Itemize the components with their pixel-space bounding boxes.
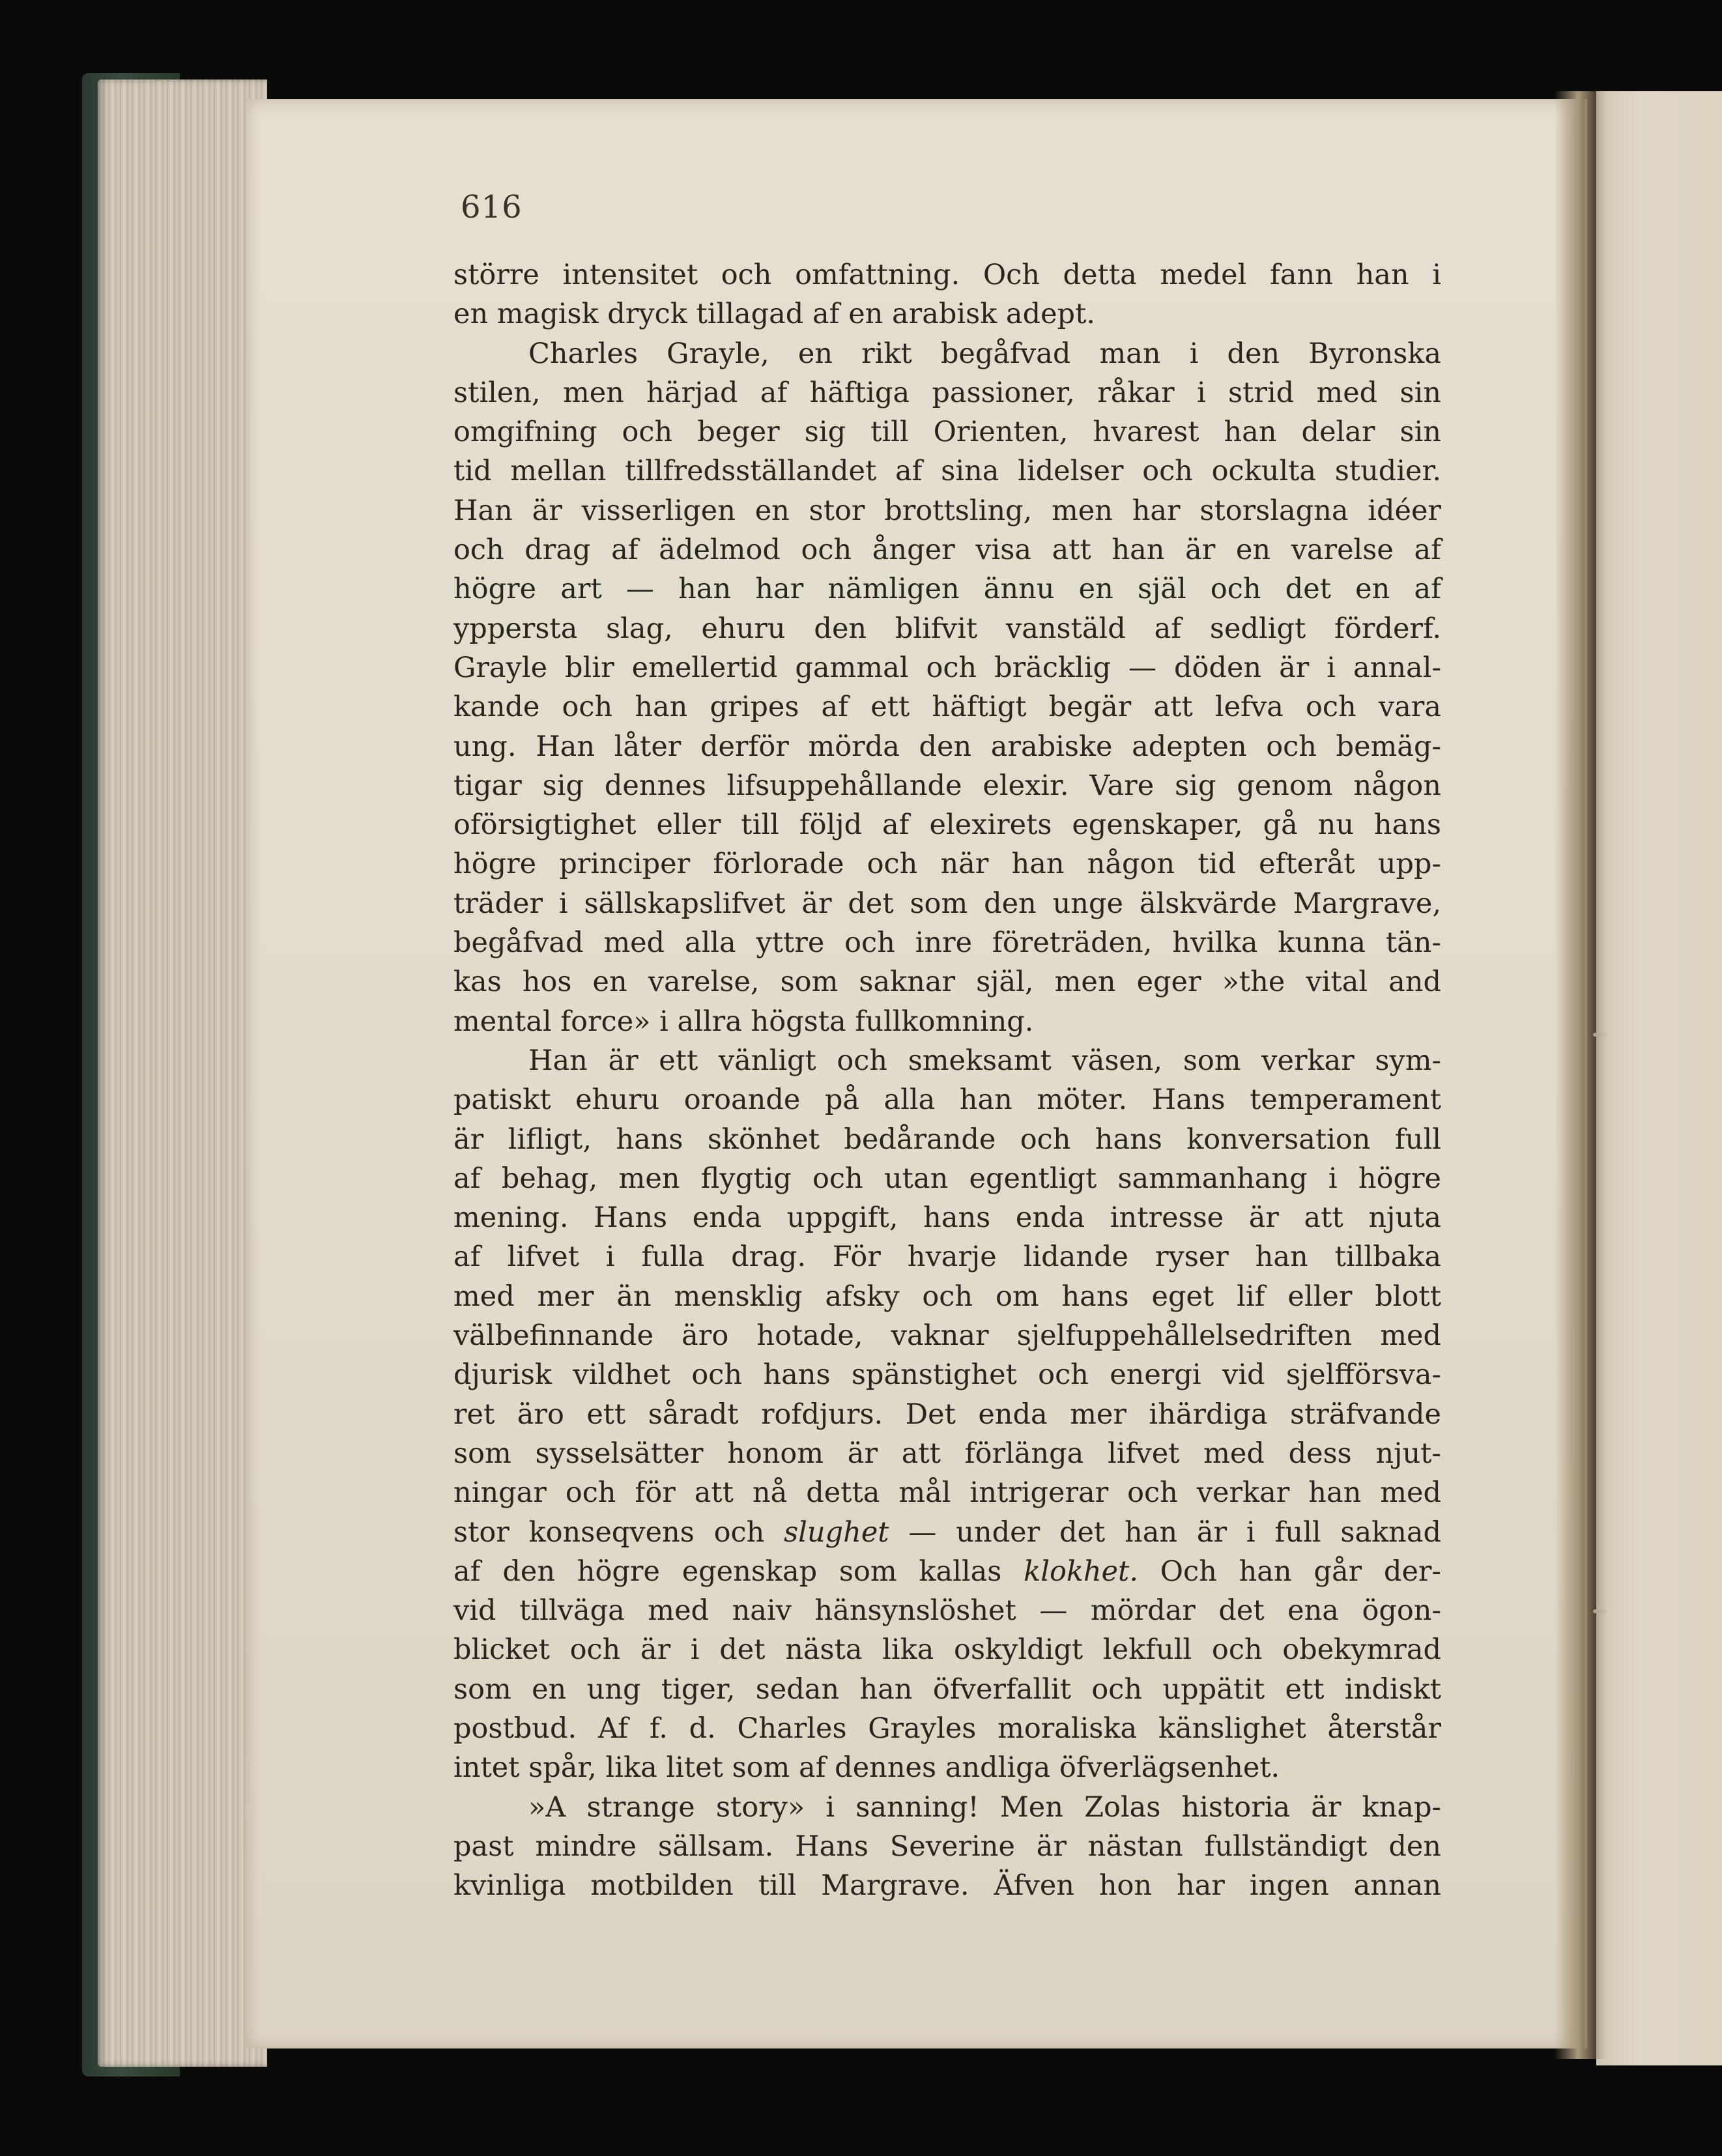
text-line: past mindre sällsam. Hans Severine är nästan fullständigt den bbox=[453, 1830, 1441, 1863]
text-line: blicket och är i det nästa lika oskyldigt lekfull och obekymrad bbox=[453, 1633, 1441, 1667]
text-line: mening. Hans enda uppgift, hans enda intresse är att njuta bbox=[453, 1201, 1441, 1235]
page-edges bbox=[98, 79, 267, 2067]
text-line: större intensitet och omfattning. Och detta medel fann han i bbox=[453, 259, 1441, 291]
text-line: träder i sällskapslifvet är det som den unge älskvärde Margrave, bbox=[453, 887, 1441, 920]
text-line: vid tillväga med naiv hänsynslöshet — mördar det ena ögon- bbox=[453, 1594, 1441, 1628]
text-line: intet spår, lika litet som af dennes andliga öfverlägsenhet. bbox=[453, 1751, 1280, 1785]
text-line: begåfvad med alla yttre och inre företräden, hvilka kunna tän- bbox=[453, 927, 1441, 960]
text-line: Grayle blir emellertid gammal och bräcklig — döden är i annal- bbox=[453, 651, 1441, 684]
text-line: ningar och för att nå detta mål intrigerar och verkar han med bbox=[453, 1476, 1441, 1510]
text-line: en magisk dryck tillagad af en arabisk adept. bbox=[453, 298, 1096, 331]
text-line: högre art — han har nämligen ännu en själ och det en af bbox=[453, 573, 1441, 606]
body-text bbox=[453, 255, 1441, 1905]
text-line: omgifning och beger sig till Orienten, hvarest han delar sin bbox=[453, 416, 1441, 449]
text-line: Han är visserligen en stor brottsling, men har storslagna idéer bbox=[453, 494, 1441, 527]
text-line: ret äro ett såradt rofdjurs. Det enda mer ihärdiga sträfvande bbox=[453, 1398, 1441, 1431]
text-line: välbefinnande äro hotade, vaknar sjelfuppehållelsedriften med bbox=[453, 1319, 1441, 1353]
text-line: oförsigtighet eller till följd af elexirets egenskaper, gå nu hans bbox=[453, 809, 1441, 842]
text-line: postbud. Af f. d. Charles Grayles moraliska känslighet återstår bbox=[453, 1712, 1441, 1745]
text-line: är lifligt, hans skönhet bedårande och hans konversation full bbox=[453, 1123, 1441, 1156]
text-line: »A strange story» i sanning! Men Zolas historia är knap- bbox=[528, 1790, 1441, 1824]
text-line: med mer än mensklig afsky och om hans eget lif eller blott bbox=[453, 1280, 1441, 1313]
text-line: tigar sig dennes lifsuppehållande elexir. Vare sig genom någon bbox=[453, 769, 1441, 802]
italic-word: slughet bbox=[784, 1516, 889, 1549]
text-line: mental force» i allra högsta fullkomning. bbox=[453, 1005, 1034, 1038]
text-line: djurisk vildhet och hans spänstighet och energi vid sjelfförsva- bbox=[453, 1358, 1441, 1392]
text-line: stilen, men härjad af häftiga passioner, råkar i strid med sin bbox=[453, 376, 1441, 409]
italic-word: klokhet. bbox=[1024, 1555, 1138, 1588]
text-line: yppersta slag, ehuru den blifvit vanstäld af sedligt förderf. bbox=[453, 612, 1441, 645]
text-line bbox=[453, 1513, 1441, 1552]
text-line: kas hos en varelse, som saknar själ, men eger »the vital and bbox=[453, 966, 1441, 999]
text-line: högre principer förlorade och när han någon tid efteråt upp- bbox=[453, 848, 1441, 881]
text-segment: stor konseqvens och bbox=[453, 1516, 784, 1549]
page-number: 616 bbox=[461, 189, 523, 225]
text-line: ung. Han låter derför mörda den arabiske adepten och bemäg- bbox=[453, 730, 1441, 763]
text-line: af lifvet i fulla drag. För hvarje lidande ryser han tillbaka bbox=[453, 1241, 1441, 1274]
text-segment: Och han går der- bbox=[1138, 1555, 1441, 1588]
text-line: patiskt ehuru oroande på alla han möter. Hans temperament bbox=[453, 1084, 1441, 1117]
text-line bbox=[453, 1552, 1441, 1591]
text-line: kvinliga motbilden till Margrave. Äfven hon har ingen annan bbox=[453, 1869, 1441, 1903]
text-line: af behag, men flygtig och utan egentligt sammanhang i högre bbox=[453, 1162, 1441, 1195]
text-line: tid mellan tillfredsställandet af sina lidelser och ockulta studier. bbox=[453, 455, 1441, 488]
text-segment: af den högre egenskap som kallas bbox=[453, 1555, 1024, 1588]
text-line: som sysselsätter honom är att förlänga lifvet med dess njut- bbox=[453, 1437, 1441, 1470]
text-line: som en ung tiger, sedan han öfverfallit och uppätit ett indiskt bbox=[453, 1673, 1441, 1706]
text-line: Charles Grayle, en rikt begåfvad man i den Byronska bbox=[528, 337, 1441, 370]
text-line: kande och han gripes af ett häftigt begär att lefva och vara bbox=[453, 691, 1441, 724]
text-line: Han är ett vänligt och smeksamt väsen, som verkar sym- bbox=[528, 1044, 1441, 1077]
page-gutter bbox=[1555, 91, 1607, 2059]
text-segment: — under det han är i full saknad bbox=[889, 1516, 1442, 1549]
text-line: och drag af ädelmod och ånger visa att han är en varelse af bbox=[453, 534, 1441, 567]
facing-page bbox=[1596, 91, 1722, 2065]
